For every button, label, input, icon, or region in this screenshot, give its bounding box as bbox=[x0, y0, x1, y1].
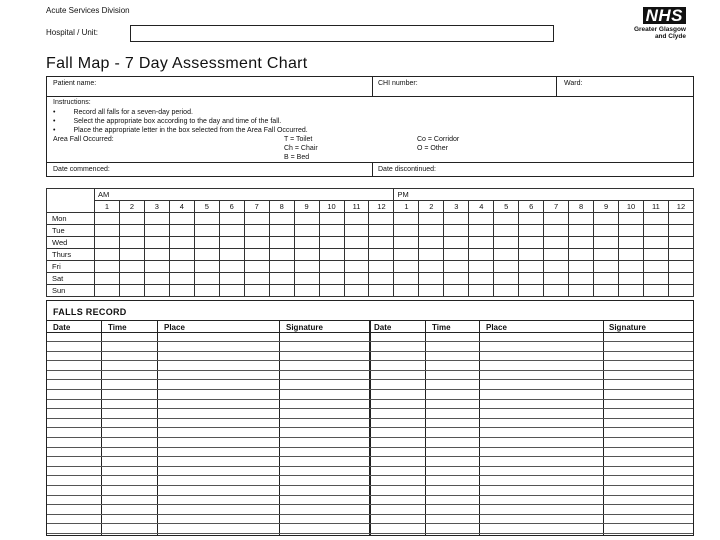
fall-entry-cell[interactable] bbox=[319, 225, 344, 237]
fall-entry-cell[interactable] bbox=[95, 213, 120, 225]
fall-entry-cell[interactable] bbox=[319, 249, 344, 261]
fall-entry-cell[interactable] bbox=[469, 273, 494, 285]
fall-entry-cell[interactable] bbox=[419, 261, 444, 273]
hour-header: 5 bbox=[494, 201, 519, 213]
falls-record-row[interactable] bbox=[47, 485, 693, 486]
fall-entry-cell[interactable] bbox=[494, 213, 519, 225]
hour-header: 9 bbox=[294, 201, 319, 213]
fall-entry-cell[interactable] bbox=[294, 273, 319, 285]
falls-column-header: Date bbox=[53, 323, 71, 332]
falls-record-row[interactable] bbox=[47, 427, 693, 428]
falls-record-row[interactable] bbox=[47, 466, 693, 467]
hour-header: 8 bbox=[269, 201, 294, 213]
falls-column-header: Place bbox=[486, 323, 507, 332]
fall-entry-cell[interactable] bbox=[95, 273, 120, 285]
fall-entry-cell[interactable] bbox=[519, 285, 544, 297]
fall-entry-cell[interactable] bbox=[469, 237, 494, 249]
day-label: Wed bbox=[47, 237, 95, 249]
fall-entry-cell[interactable] bbox=[169, 261, 194, 273]
grid-day-row bbox=[47, 285, 694, 297]
fall-entry-cell[interactable] bbox=[619, 261, 644, 273]
fall-entry-cell[interactable] bbox=[95, 261, 120, 273]
fall-entry-cell[interactable] bbox=[219, 285, 244, 297]
fall-entry-cell[interactable] bbox=[519, 261, 544, 273]
fall-entry-cell[interactable] bbox=[169, 213, 194, 225]
fall-entry-cell[interactable] bbox=[294, 261, 319, 273]
fall-entry-cell[interactable] bbox=[119, 225, 144, 237]
fall-entry-cell[interactable] bbox=[194, 213, 219, 225]
pm-label: PM bbox=[394, 189, 694, 201]
fall-entry-cell[interactable] bbox=[269, 213, 294, 225]
fall-entry-cell[interactable] bbox=[469, 249, 494, 261]
falls-column-header: Time bbox=[108, 323, 127, 332]
fall-entry-cell[interactable] bbox=[269, 249, 294, 261]
hour-header: 11 bbox=[643, 201, 668, 213]
code-bed: B = Bed bbox=[284, 154, 310, 161]
day-label: Sat bbox=[47, 273, 95, 285]
fall-entry-cell[interactable] bbox=[294, 285, 319, 297]
hour-header: 9 bbox=[594, 201, 619, 213]
fall-entry-cell[interactable] bbox=[569, 261, 594, 273]
falls-record-row[interactable] bbox=[47, 495, 693, 496]
fall-entry-cell[interactable] bbox=[444, 213, 469, 225]
fall-entry-cell[interactable] bbox=[619, 225, 644, 237]
fall-entry-cell[interactable] bbox=[144, 249, 169, 261]
fall-entry-cell[interactable] bbox=[369, 285, 394, 297]
fall-entry-cell[interactable] bbox=[119, 213, 144, 225]
fall-entry-cell[interactable] bbox=[169, 249, 194, 261]
hour-header: 12 bbox=[369, 201, 394, 213]
fall-entry-cell[interactable] bbox=[95, 237, 120, 249]
instruction-item: • Select the appropriate box according to the day and time of the fall. bbox=[53, 118, 282, 125]
fall-entry-cell[interactable] bbox=[294, 249, 319, 261]
hour-header: 7 bbox=[544, 201, 569, 213]
fall-entry-cell[interactable] bbox=[319, 213, 344, 225]
fall-map-grid bbox=[46, 188, 694, 295]
fall-entry-cell[interactable] bbox=[394, 249, 419, 261]
instruction-item: • Record all falls for a seven-day period. bbox=[53, 109, 193, 116]
fall-entry-cell[interactable] bbox=[494, 285, 519, 297]
code-corridor: Co = Corridor bbox=[417, 136, 460, 143]
day-label: Thurs bbox=[47, 249, 95, 261]
fall-entry-cell[interactable] bbox=[219, 273, 244, 285]
fall-entry-cell[interactable] bbox=[544, 237, 569, 249]
fall-entry-cell[interactable] bbox=[569, 237, 594, 249]
fall-entry-cell[interactable] bbox=[294, 213, 319, 225]
fall-entry-cell[interactable] bbox=[144, 237, 169, 249]
fall-entry-cell[interactable] bbox=[344, 237, 369, 249]
fall-entry-cell[interactable] bbox=[144, 273, 169, 285]
fall-entry-cell[interactable] bbox=[668, 225, 693, 237]
fall-entry-cell[interactable] bbox=[144, 213, 169, 225]
hour-header: 5 bbox=[194, 201, 219, 213]
fall-entry-cell[interactable] bbox=[169, 237, 194, 249]
fall-entry-cell[interactable] bbox=[419, 225, 444, 237]
fall-entry-cell[interactable] bbox=[544, 273, 569, 285]
fall-entry-cell[interactable] bbox=[668, 237, 693, 249]
fall-entry-cell[interactable] bbox=[95, 249, 120, 261]
fall-entry-cell[interactable] bbox=[119, 285, 144, 297]
fall-entry-cell[interactable] bbox=[643, 273, 668, 285]
chi-number-label: CHI number: bbox=[378, 80, 418, 87]
fall-entry-cell[interactable] bbox=[594, 273, 619, 285]
fall-entry-cell[interactable] bbox=[469, 285, 494, 297]
fall-entry-cell[interactable] bbox=[219, 261, 244, 273]
fall-entry-cell[interactable] bbox=[219, 225, 244, 237]
fall-entry-cell[interactable] bbox=[344, 261, 369, 273]
hour-header: 3 bbox=[444, 201, 469, 213]
fall-entry-cell[interactable] bbox=[643, 225, 668, 237]
falls-record-row[interactable] bbox=[47, 379, 693, 380]
fall-entry-cell[interactable] bbox=[494, 237, 519, 249]
falls-record-row[interactable] bbox=[47, 514, 693, 515]
fall-entry-cell[interactable] bbox=[619, 237, 644, 249]
fall-entry-cell[interactable] bbox=[194, 273, 219, 285]
fall-entry-cell[interactable] bbox=[269, 225, 294, 237]
fall-entry-cell[interactable] bbox=[244, 285, 269, 297]
hour-header: 3 bbox=[144, 201, 169, 213]
fall-entry-cell[interactable] bbox=[269, 237, 294, 249]
hour-header: 8 bbox=[569, 201, 594, 213]
fall-entry-cell[interactable] bbox=[594, 249, 619, 261]
fall-entry-cell[interactable] bbox=[544, 249, 569, 261]
fall-entry-cell[interactable] bbox=[194, 249, 219, 261]
hour-header: 4 bbox=[469, 201, 494, 213]
fall-entry-cell[interactable] bbox=[244, 237, 269, 249]
grid-period-row bbox=[47, 189, 694, 201]
fall-entry-cell[interactable] bbox=[444, 249, 469, 261]
fall-entry-cell[interactable] bbox=[194, 225, 219, 237]
fall-entry-cell[interactable] bbox=[569, 249, 594, 261]
fall-entry-cell[interactable] bbox=[344, 249, 369, 261]
date-commenced-label: Date commenced: bbox=[53, 166, 110, 173]
fall-entry-cell[interactable] bbox=[95, 285, 120, 297]
fall-entry-cell[interactable] bbox=[369, 249, 394, 261]
fall-entry-cell[interactable] bbox=[294, 237, 319, 249]
fall-entry-cell[interactable] bbox=[344, 213, 369, 225]
hour-header: 10 bbox=[619, 201, 644, 213]
fall-entry-cell[interactable] bbox=[494, 273, 519, 285]
falls-record-row[interactable] bbox=[47, 360, 693, 361]
code-chair: Ch = Chair bbox=[284, 145, 318, 152]
grid-hour-row bbox=[47, 201, 694, 213]
falls-record-row[interactable] bbox=[47, 399, 693, 400]
falls-column-header: Time bbox=[432, 323, 451, 332]
fall-entry-cell[interactable] bbox=[169, 225, 194, 237]
fall-entry-cell[interactable] bbox=[544, 261, 569, 273]
fall-entry-cell[interactable] bbox=[494, 249, 519, 261]
falls-column-header: Place bbox=[164, 323, 185, 332]
fall-entry-cell[interactable] bbox=[519, 213, 544, 225]
fall-entry-cell[interactable] bbox=[419, 273, 444, 285]
fall-entry-cell[interactable] bbox=[119, 261, 144, 273]
fall-entry-cell[interactable] bbox=[169, 285, 194, 297]
hour-header: 6 bbox=[219, 201, 244, 213]
falls-record-title: FALLS RECORD bbox=[53, 307, 127, 317]
fall-entry-cell[interactable] bbox=[194, 237, 219, 249]
fall-entry-cell[interactable] bbox=[494, 225, 519, 237]
fall-entry-cell[interactable] bbox=[369, 237, 394, 249]
fall-entry-cell[interactable] bbox=[119, 237, 144, 249]
fall-entry-cell[interactable] bbox=[594, 285, 619, 297]
grid-day-row bbox=[47, 213, 694, 225]
fall-entry-cell[interactable] bbox=[419, 249, 444, 261]
fall-entry-cell[interactable] bbox=[369, 225, 394, 237]
am-label: AM bbox=[95, 189, 394, 201]
grid-day-row bbox=[47, 261, 694, 273]
fall-entry-cell[interactable] bbox=[668, 261, 693, 273]
falls-column-header: Signature bbox=[286, 323, 323, 332]
fall-entry-cell[interactable] bbox=[594, 237, 619, 249]
date-discontinued-label: Date discontinued: bbox=[378, 166, 436, 173]
fall-entry-cell[interactable] bbox=[594, 261, 619, 273]
fall-entry-cell[interactable] bbox=[369, 213, 394, 225]
fall-entry-cell[interactable] bbox=[344, 285, 369, 297]
fall-entry-cell[interactable] bbox=[668, 285, 693, 297]
fall-entry-cell[interactable] bbox=[569, 213, 594, 225]
fall-entry-cell[interactable] bbox=[544, 285, 569, 297]
fall-entry-cell[interactable] bbox=[394, 285, 419, 297]
fall-entry-cell[interactable] bbox=[594, 213, 619, 225]
fall-entry-cell[interactable] bbox=[144, 285, 169, 297]
fall-entry-cell[interactable] bbox=[444, 225, 469, 237]
hour-header: 1 bbox=[95, 201, 120, 213]
fall-entry-cell[interactable] bbox=[469, 261, 494, 273]
fall-entry-cell[interactable] bbox=[668, 273, 693, 285]
fall-entry-cell[interactable] bbox=[244, 273, 269, 285]
hour-header: 7 bbox=[244, 201, 269, 213]
falls-record bbox=[46, 300, 694, 536]
grid-day-row bbox=[47, 249, 694, 261]
fall-entry-cell[interactable] bbox=[594, 225, 619, 237]
hour-header: 6 bbox=[519, 201, 544, 213]
fall-entry-cell[interactable] bbox=[668, 249, 693, 261]
fall-entry-cell[interactable] bbox=[269, 261, 294, 273]
fall-entry-cell[interactable] bbox=[519, 237, 544, 249]
code-other: O = Other bbox=[417, 145, 448, 152]
fall-entry-cell[interactable] bbox=[219, 249, 244, 261]
falls-record-row[interactable] bbox=[47, 341, 693, 342]
fall-entry-cell[interactable] bbox=[219, 237, 244, 249]
fall-entry-cell[interactable] bbox=[344, 273, 369, 285]
fall-entry-cell[interactable] bbox=[244, 249, 269, 261]
instruction-item: • Place the appropriate letter in the box selected from the Area Fall Occurred. bbox=[53, 127, 308, 134]
fall-entry-cell[interactable] bbox=[319, 237, 344, 249]
grid-day-row bbox=[47, 273, 694, 285]
fall-entry-cell[interactable] bbox=[444, 261, 469, 273]
fall-entry-cell[interactable] bbox=[394, 213, 419, 225]
falls-record-row[interactable] bbox=[47, 408, 693, 409]
fall-entry-cell[interactable] bbox=[144, 225, 169, 237]
falls-record-row[interactable] bbox=[47, 456, 693, 457]
fall-entry-cell[interactable] bbox=[569, 285, 594, 297]
fall-entry-cell[interactable] bbox=[319, 285, 344, 297]
nhs-logo-text: NHS bbox=[643, 7, 686, 24]
fall-entry-cell[interactable] bbox=[444, 273, 469, 285]
fall-entry-cell[interactable] bbox=[619, 249, 644, 261]
patient-name-label: Patient name: bbox=[53, 80, 97, 87]
fall-entry-cell[interactable] bbox=[244, 225, 269, 237]
grid-day-row bbox=[47, 237, 694, 249]
fall-entry-cell[interactable] bbox=[569, 225, 594, 237]
fall-entry-cell[interactable] bbox=[643, 213, 668, 225]
page-title: Fall Map - 7 Day Assessment Chart bbox=[46, 55, 308, 72]
fall-entry-cell[interactable] bbox=[344, 225, 369, 237]
hour-header: 11 bbox=[344, 201, 369, 213]
falls-record-row[interactable] bbox=[47, 437, 693, 438]
hour-header: 2 bbox=[419, 201, 444, 213]
fall-entry-cell[interactable] bbox=[444, 285, 469, 297]
day-label: Sun bbox=[47, 285, 95, 297]
fall-entry-cell[interactable] bbox=[95, 225, 120, 237]
fall-entry-cell[interactable] bbox=[394, 237, 419, 249]
division-label: Acute Services Division bbox=[46, 6, 130, 15]
hospital-unit-field[interactable] bbox=[130, 25, 554, 42]
nhs-logo-subtitle: Greater Glasgow and Clyde bbox=[633, 26, 686, 40]
fall-entry-cell[interactable] bbox=[469, 225, 494, 237]
fall-entry-cell[interactable] bbox=[119, 249, 144, 261]
hour-header: 2 bbox=[119, 201, 144, 213]
falls-record-row[interactable] bbox=[47, 389, 693, 390]
grid-day-row bbox=[47, 225, 694, 237]
fall-entry-cell[interactable] bbox=[394, 225, 419, 237]
fall-entry-cell[interactable] bbox=[668, 213, 693, 225]
fall-entry-cell[interactable] bbox=[419, 213, 444, 225]
fall-entry-cell[interactable] bbox=[219, 213, 244, 225]
falls-record-row[interactable] bbox=[47, 523, 693, 524]
fall-entry-cell[interactable] bbox=[544, 213, 569, 225]
area-fall-label: Area Fall Occurred: bbox=[53, 136, 114, 143]
fall-entry-cell[interactable] bbox=[519, 273, 544, 285]
fall-entry-cell[interactable] bbox=[619, 273, 644, 285]
falls-record-row[interactable] bbox=[47, 447, 693, 448]
fall-entry-cell[interactable] bbox=[269, 273, 294, 285]
day-label: Fri bbox=[47, 261, 95, 273]
fall-entry-cell[interactable] bbox=[144, 261, 169, 273]
instructions-heading: Instructions: bbox=[53, 99, 91, 106]
fall-entry-cell[interactable] bbox=[444, 237, 469, 249]
falls-column-header: Date bbox=[374, 323, 392, 332]
patient-info-panel bbox=[46, 76, 694, 177]
fall-entry-cell[interactable] bbox=[369, 273, 394, 285]
fall-entry-cell[interactable] bbox=[169, 273, 194, 285]
fall-entry-cell[interactable] bbox=[519, 225, 544, 237]
fall-entry-cell[interactable] bbox=[469, 213, 494, 225]
fall-entry-cell[interactable] bbox=[643, 261, 668, 273]
fall-entry-cell[interactable] bbox=[244, 261, 269, 273]
fall-entry-cell[interactable] bbox=[194, 261, 219, 273]
falls-record-row[interactable] bbox=[47, 418, 693, 419]
day-label: Mon bbox=[47, 213, 95, 225]
hour-header: 4 bbox=[169, 201, 194, 213]
code-toilet: T = Toilet bbox=[284, 136, 313, 143]
fall-entry-cell[interactable] bbox=[269, 285, 294, 297]
fall-entry-cell[interactable] bbox=[294, 225, 319, 237]
fall-entry-cell[interactable] bbox=[544, 225, 569, 237]
fall-entry-cell[interactable] bbox=[244, 213, 269, 225]
hour-header: 1 bbox=[394, 201, 419, 213]
fall-entry-cell[interactable] bbox=[643, 237, 668, 249]
fall-entry-cell[interactable] bbox=[569, 273, 594, 285]
hour-header: 10 bbox=[319, 201, 344, 213]
falls-record-row[interactable] bbox=[47, 351, 693, 352]
fall-entry-cell[interactable] bbox=[394, 261, 419, 273]
falls-record-row[interactable] bbox=[47, 533, 693, 534]
fall-entry-cell[interactable] bbox=[619, 285, 644, 297]
fall-entry-cell[interactable] bbox=[619, 213, 644, 225]
ward-label: Ward: bbox=[564, 80, 583, 87]
falls-record-row[interactable] bbox=[47, 370, 693, 371]
fall-entry-cell[interactable] bbox=[494, 261, 519, 273]
fall-entry-cell[interactable] bbox=[643, 285, 668, 297]
fall-map-table bbox=[46, 188, 694, 297]
fall-entry-cell[interactable] bbox=[119, 273, 144, 285]
fall-entry-cell[interactable] bbox=[419, 237, 444, 249]
falls-column-header: Signature bbox=[609, 323, 646, 332]
fall-entry-cell[interactable] bbox=[194, 285, 219, 297]
fall-entry-cell[interactable] bbox=[519, 249, 544, 261]
fall-entry-cell[interactable] bbox=[419, 285, 444, 297]
hospital-unit-label: Hospital / Unit: bbox=[46, 28, 99, 37]
fall-entry-cell[interactable] bbox=[319, 261, 344, 273]
fall-entry-cell[interactable] bbox=[319, 273, 344, 285]
hour-header: 12 bbox=[668, 201, 693, 213]
falls-record-row[interactable] bbox=[47, 475, 693, 476]
day-label: Tue bbox=[47, 225, 95, 237]
falls-record-row[interactable] bbox=[47, 504, 693, 505]
fall-entry-cell[interactable] bbox=[369, 261, 394, 273]
fall-entry-cell[interactable] bbox=[643, 249, 668, 261]
fall-entry-cell[interactable] bbox=[394, 273, 419, 285]
nhs-logo bbox=[606, 7, 696, 45]
